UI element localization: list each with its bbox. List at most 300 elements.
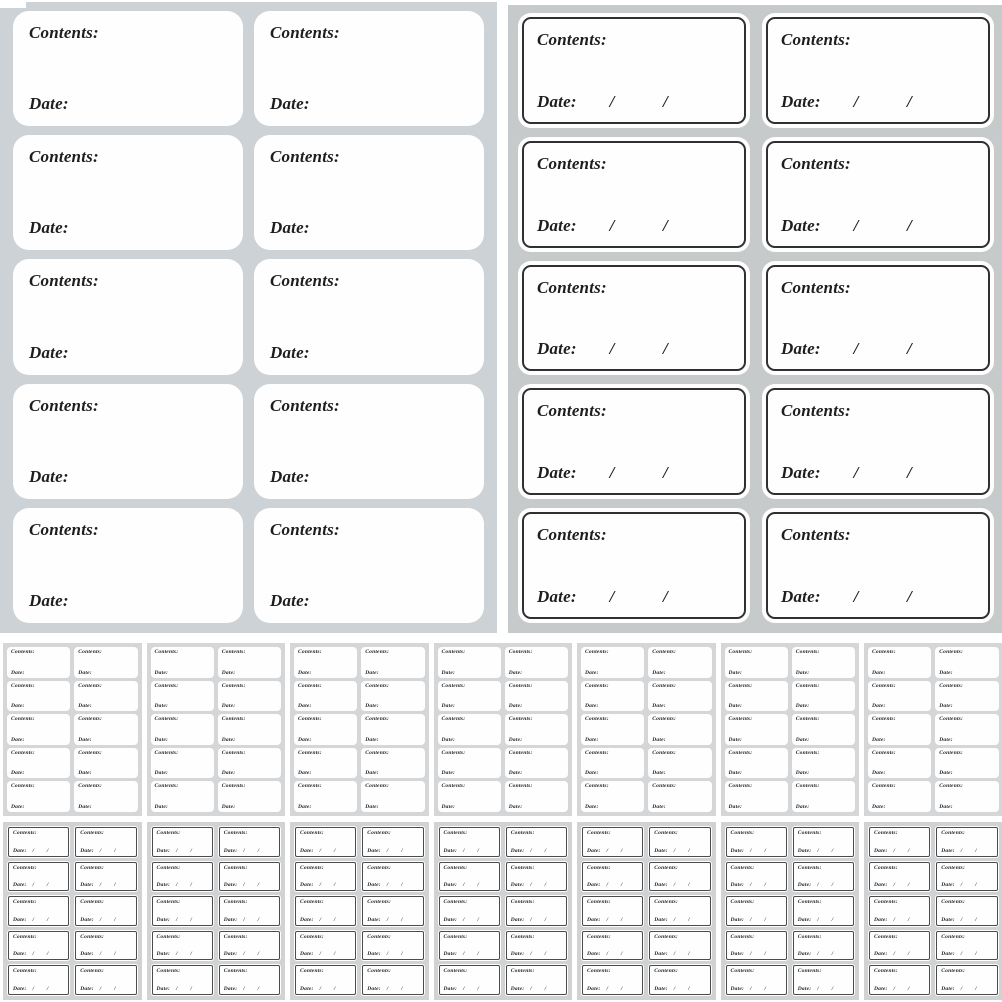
contents-field-label: Contents: — [298, 682, 322, 689]
date-line — [298, 804, 353, 810]
label-sticker-surface — [766, 512, 990, 619]
contents-field-label: Contents: — [298, 649, 322, 655]
label-sticker — [725, 826, 788, 858]
date-field-label: Date: — [11, 669, 25, 676]
date-line — [224, 848, 275, 854]
date-field-label: Date: — [941, 847, 955, 854]
contents-field-label: Contents: — [78, 649, 103, 655]
label-sticker — [438, 964, 501, 996]
label-sticker-surface — [152, 862, 213, 892]
label-sticker-surface — [151, 647, 214, 678]
date-field-label: Date: — [797, 847, 812, 854]
label-sticker — [868, 647, 931, 678]
date-field-label: Date: — [510, 916, 525, 923]
date-line — [796, 804, 851, 810]
label-sticker-surface — [362, 965, 423, 995]
label-sticker-surface — [792, 681, 855, 712]
date-separator-icon: / — [175, 986, 178, 992]
contents-field-label: Contents: — [537, 525, 607, 545]
date-line — [796, 703, 851, 709]
contents-field-label: Contents: — [367, 968, 392, 975]
date-field-label: Date: — [11, 770, 25, 777]
contents-field-label: Contents: — [11, 783, 35, 790]
label-sticker-surface — [75, 896, 136, 926]
date-field-label: Date: — [508, 669, 523, 676]
label-sticker-surface — [726, 862, 787, 892]
label-sticker-surface — [869, 896, 930, 926]
date-line — [872, 670, 927, 676]
date-field-label: Date: — [939, 703, 953, 710]
date-field-label: Date: — [365, 804, 379, 810]
date-field-label: Date: — [795, 770, 810, 777]
date-field-label: Date: — [78, 770, 92, 777]
contents-field-label: Contents: — [367, 864, 392, 871]
date-field-label: Date: — [654, 916, 668, 923]
date-line — [781, 339, 972, 359]
label-sticker-surface — [726, 965, 787, 995]
contents-field-label: Contents: — [872, 682, 896, 689]
label-sticker-surface — [13, 11, 243, 126]
label-sticker — [254, 135, 484, 250]
date-separator-icon: / — [620, 916, 623, 923]
label-sticker — [505, 647, 568, 678]
label-sticker-surface — [649, 931, 710, 961]
contents-field-label: Contents: — [443, 968, 468, 975]
label-sticker-surface — [581, 781, 644, 812]
label-sticker — [725, 930, 788, 962]
date-line — [537, 463, 728, 483]
date-field-label: Date: — [441, 703, 456, 710]
date-field-label: Date: — [781, 463, 821, 483]
date-line — [11, 703, 66, 709]
label-sticker-surface — [935, 748, 998, 779]
label-sticker — [648, 861, 711, 893]
date-field-label: Date: — [156, 882, 171, 889]
label-sticker-surface — [295, 965, 356, 995]
contents-field-label: Contents: — [730, 899, 755, 906]
date-line — [729, 670, 784, 676]
label-sticker-surface — [648, 681, 711, 712]
thumbnail-sheet-plain — [290, 643, 429, 816]
date-field-label: Date: — [154, 770, 169, 777]
date-line — [731, 917, 782, 923]
date-line — [731, 986, 782, 992]
date-line — [874, 848, 925, 854]
date-separator-icon: / — [477, 916, 480, 923]
date-line — [444, 882, 495, 888]
date-line — [78, 804, 133, 810]
date-line — [872, 737, 927, 743]
contents-field-label: Contents: — [29, 395, 99, 415]
date-line — [367, 917, 418, 923]
date-separator-icon: / — [853, 463, 859, 483]
date-separator-icon: / — [530, 847, 532, 854]
label-sticker-surface — [438, 714, 501, 745]
date-line — [798, 882, 849, 888]
label-sticker-surface — [7, 714, 70, 745]
date-line — [798, 986, 849, 992]
contents-field-label: Contents: — [300, 968, 324, 975]
date-field-label: Date: — [13, 882, 27, 889]
label-sticker-surface — [13, 259, 243, 374]
label-sticker — [254, 384, 484, 499]
date-separator-icon: / — [673, 882, 676, 889]
label-sticker — [151, 826, 214, 858]
thumbnail-sheet-plain — [3, 643, 142, 816]
date-field-label: Date: — [585, 770, 599, 777]
date-field-label: Date: — [728, 669, 743, 676]
contents-field-label: Contents: — [443, 933, 468, 940]
date-field-label: Date: — [78, 804, 92, 810]
label-sticker-surface — [793, 931, 854, 961]
label-sticker — [151, 681, 214, 712]
label-sticker-surface — [439, 896, 500, 926]
date-line — [511, 917, 562, 923]
date-line — [537, 216, 728, 236]
label-sticker — [13, 384, 243, 499]
label-sticker-surface — [75, 931, 136, 961]
contents-field-label: Contents: — [939, 716, 964, 723]
date-line — [941, 882, 992, 888]
label-sticker-surface — [151, 748, 214, 779]
contents-field-label: Contents: — [585, 716, 609, 723]
label-sticker-surface — [869, 862, 930, 892]
label-sticker — [792, 895, 855, 927]
date-separator-icon: / — [46, 986, 49, 992]
contents-field-label: Contents: — [781, 277, 851, 297]
date-separator-icon: / — [749, 951, 752, 958]
date-separator-icon: / — [175, 951, 178, 958]
date-line — [13, 917, 64, 923]
label-sticker — [218, 930, 281, 962]
date-field-label: Date: — [781, 587, 821, 606]
label-sticker — [294, 781, 357, 812]
date-field-label: Date: — [11, 703, 25, 710]
label-sticker — [648, 714, 711, 745]
contents-field-label: Contents: — [223, 968, 248, 975]
label-sticker — [868, 748, 931, 779]
label-sticker-surface — [295, 862, 356, 892]
date-line — [939, 703, 994, 709]
label-sticker-surface — [361, 647, 424, 678]
label-sticker-surface — [505, 647, 568, 678]
sticker-sheet-large-plain — [0, 2, 497, 633]
date-separator-icon: / — [544, 916, 547, 923]
date-line — [781, 587, 972, 607]
date-field-label: Date: — [270, 342, 310, 362]
date-line — [444, 951, 495, 957]
contents-field-label: Contents: — [652, 749, 677, 756]
contents-field-label: Contents: — [29, 271, 99, 291]
date-separator-icon: / — [190, 847, 193, 854]
label-sticker — [7, 861, 70, 893]
label-sticker-surface — [361, 681, 424, 712]
date-field-label: Date: — [223, 951, 238, 958]
date-separator-icon: / — [764, 986, 767, 992]
contents-field-label: Contents: — [939, 749, 964, 756]
label-sticker-surface — [648, 714, 711, 745]
date-separator-icon: / — [32, 882, 35, 889]
label-sticker — [581, 681, 644, 712]
date-field-label: Date: — [300, 951, 314, 958]
date-line — [444, 986, 495, 992]
label-sticker-surface — [869, 931, 930, 961]
label-sticker — [935, 861, 998, 893]
date-line — [365, 804, 420, 810]
date-separator-icon: / — [893, 882, 896, 889]
date-field-label: Date: — [510, 882, 525, 889]
contents-field-label: Contents: — [29, 23, 99, 42]
date-separator-icon: / — [319, 847, 322, 854]
label-sticker-surface — [438, 681, 501, 712]
date-separator-icon: / — [46, 916, 49, 923]
date-separator-icon: / — [606, 847, 609, 854]
label-sticker-surface — [74, 647, 137, 678]
label-sticker-surface — [8, 965, 69, 995]
date-field-label: Date: — [728, 770, 743, 777]
contents-field-label: Contents: — [795, 783, 820, 790]
contents-field-label: Contents: — [78, 749, 103, 756]
contents-field-label: Contents: — [80, 830, 105, 836]
date-separator-icon: / — [257, 986, 260, 992]
date-field-label: Date: — [80, 986, 94, 992]
date-separator-icon: / — [688, 916, 690, 923]
contents-field-label: Contents: — [654, 933, 679, 940]
contents-field-label: Contents: — [728, 682, 753, 689]
date-line — [80, 848, 131, 854]
date-field-label: Date: — [223, 882, 238, 889]
label-sticker — [361, 826, 424, 858]
contents-field-label: Contents: — [154, 783, 179, 790]
contents-field-label: Contents: — [797, 864, 822, 871]
label-sticker — [74, 964, 137, 996]
label-sticker — [868, 681, 931, 712]
date-line — [781, 216, 972, 236]
contents-field-label: Contents: — [730, 830, 755, 836]
date-field-label: Date: — [872, 703, 886, 710]
label-sticker — [13, 11, 243, 126]
label-sticker-surface — [254, 135, 484, 250]
date-field-label: Date: — [797, 882, 812, 889]
date-field-label: Date: — [78, 736, 92, 743]
date-field-label: Date: — [795, 703, 810, 710]
date-line — [298, 703, 353, 709]
date-field-label: Date: — [367, 986, 381, 992]
date-separator-icon: / — [175, 882, 178, 889]
date-field-label: Date: — [941, 951, 955, 958]
thumbnail-sheet-bordered — [3, 822, 142, 1000]
date-separator-icon: / — [609, 339, 615, 359]
label-sticker — [7, 964, 70, 996]
label-sticker-surface — [362, 931, 423, 961]
label-sticker — [505, 826, 568, 858]
contents-field-label: Contents: — [510, 933, 535, 940]
date-separator-icon: / — [477, 951, 480, 958]
contents-field-label: Contents: — [874, 899, 898, 906]
date-separator-icon: / — [893, 951, 896, 958]
date-field-label: Date: — [508, 703, 523, 710]
label-sticker — [935, 826, 998, 858]
label-sticker-surface — [254, 259, 484, 374]
thumbnail-sheet-plain — [434, 643, 573, 816]
label-sticker-surface — [935, 714, 998, 745]
label-sticker — [935, 895, 998, 927]
date-line — [300, 917, 351, 923]
date-field-label: Date: — [728, 703, 743, 710]
contents-field-label: Contents: — [156, 830, 181, 836]
label-sticker — [868, 781, 931, 812]
label-sticker — [581, 930, 644, 962]
date-field-label: Date: — [443, 986, 458, 992]
label-sticker — [581, 748, 644, 779]
date-line — [511, 951, 562, 957]
contents-field-label: Contents: — [510, 899, 535, 906]
label-sticker — [792, 647, 855, 678]
contents-field-label: Contents: — [13, 899, 37, 906]
date-line — [731, 951, 782, 957]
label-sticker-surface — [766, 141, 990, 248]
label-sticker-surface — [869, 965, 930, 995]
date-field-label: Date: — [441, 770, 456, 777]
label-sticker-surface — [439, 965, 500, 995]
label-sticker — [438, 930, 501, 962]
date-separator-icon: / — [190, 916, 193, 923]
date-field-label: Date: — [874, 986, 888, 992]
date-separator-icon: / — [663, 91, 668, 111]
label-sticker — [505, 964, 568, 996]
date-separator-icon: / — [477, 986, 480, 992]
label-sticker — [13, 259, 243, 374]
date-line — [654, 917, 705, 923]
date-separator-icon: / — [319, 916, 322, 923]
date-field-label: Date: — [654, 986, 668, 992]
label-sticker — [581, 826, 644, 858]
date-line — [13, 848, 64, 854]
date-field-label: Date: — [270, 590, 310, 610]
label-sticker-surface — [74, 714, 137, 745]
contents-field-label: Contents: — [795, 649, 820, 655]
date-field-label: Date: — [874, 847, 888, 854]
label-sticker — [505, 895, 568, 927]
date-separator-icon: / — [544, 986, 547, 992]
label-sticker — [438, 861, 501, 893]
date-separator-icon: / — [673, 847, 676, 854]
date-separator-icon: / — [462, 986, 465, 992]
date-field-label: Date: — [367, 882, 381, 889]
contents-field-label: Contents: — [587, 830, 611, 836]
date-separator-icon: / — [386, 847, 389, 854]
label-sticker — [581, 647, 644, 678]
thumbnail-sheet-bordered — [864, 822, 1002, 1000]
label-sticker-surface — [522, 17, 746, 124]
label-sticker-surface — [295, 931, 356, 961]
date-separator-icon: / — [907, 882, 910, 889]
date-line — [78, 737, 133, 743]
label-sticker-surface — [792, 714, 855, 745]
label-sticker-surface — [7, 748, 70, 779]
contents-field-label: Contents: — [941, 864, 966, 871]
date-line — [300, 882, 351, 888]
label-sticker-surface — [361, 781, 424, 812]
date-separator-icon: / — [764, 847, 767, 854]
date-field-label: Date: — [652, 669, 666, 676]
date-line — [155, 737, 210, 743]
date-separator-icon: / — [688, 951, 690, 958]
label-sticker — [74, 681, 137, 712]
label-sticker — [218, 826, 281, 858]
date-separator-icon: / — [606, 882, 609, 889]
date-separator-icon: / — [477, 847, 480, 854]
contents-field-label: Contents: — [367, 899, 392, 906]
label-sticker — [218, 964, 281, 996]
label-sticker-surface — [362, 862, 423, 892]
label-sticker-surface — [439, 827, 500, 857]
label-sticker — [438, 681, 501, 712]
label-sticker — [505, 748, 568, 779]
label-sticker — [74, 930, 137, 962]
date-line — [872, 770, 927, 776]
date-line — [537, 587, 728, 607]
label-sticker-surface — [726, 896, 787, 926]
contents-field-label: Contents: — [270, 519, 340, 539]
label-sticker-surface — [793, 896, 854, 926]
label-sticker-surface — [649, 862, 710, 892]
label-sticker-surface — [362, 896, 423, 926]
label-sticker — [218, 647, 281, 678]
label-sticker — [648, 647, 711, 678]
label-sticker-surface — [506, 896, 567, 926]
label-sticker-surface — [7, 681, 70, 712]
label-sticker-surface — [218, 748, 281, 779]
date-separator-icon: / — [257, 882, 260, 889]
date-separator-icon: / — [853, 215, 859, 235]
date-field-label: Date: — [29, 342, 69, 362]
date-field-label: Date: — [874, 916, 888, 923]
contents-field-label: Contents: — [872, 783, 896, 790]
label-sticker-surface — [935, 681, 998, 712]
label-sticker-surface — [582, 965, 643, 995]
label-sticker-surface — [362, 827, 423, 857]
date-line — [222, 770, 277, 776]
date-field-label: Date: — [221, 770, 236, 777]
date-separator-icon: / — [333, 951, 336, 958]
date-field-label: Date: — [443, 916, 458, 923]
date-line — [941, 848, 992, 854]
label-sticker — [868, 714, 931, 745]
date-line — [939, 804, 994, 810]
label-sticker — [74, 647, 137, 678]
contents-field-label: Contents: — [223, 864, 248, 871]
label-sticker-surface — [13, 508, 243, 623]
date-field-label: Date: — [730, 916, 745, 923]
date-separator-icon: / — [907, 339, 912, 359]
contents-field-label: Contents: — [11, 749, 35, 756]
date-separator-icon: / — [190, 951, 193, 958]
date-line — [585, 737, 640, 743]
contents-field-label: Contents: — [78, 682, 103, 689]
contents-field-label: Contents: — [300, 899, 324, 906]
contents-field-label: Contents: — [728, 749, 753, 756]
date-separator-icon: / — [175, 916, 178, 923]
date-field-label: Date: — [270, 218, 310, 238]
date-separator-icon: / — [907, 91, 912, 111]
contents-field-label: Contents: — [80, 968, 105, 975]
contents-field-label: Contents: — [795, 682, 820, 689]
date-separator-icon: / — [257, 847, 260, 854]
label-sticker-surface — [8, 827, 69, 857]
date-field-label: Date: — [872, 669, 886, 676]
label-sticker — [518, 13, 750, 128]
